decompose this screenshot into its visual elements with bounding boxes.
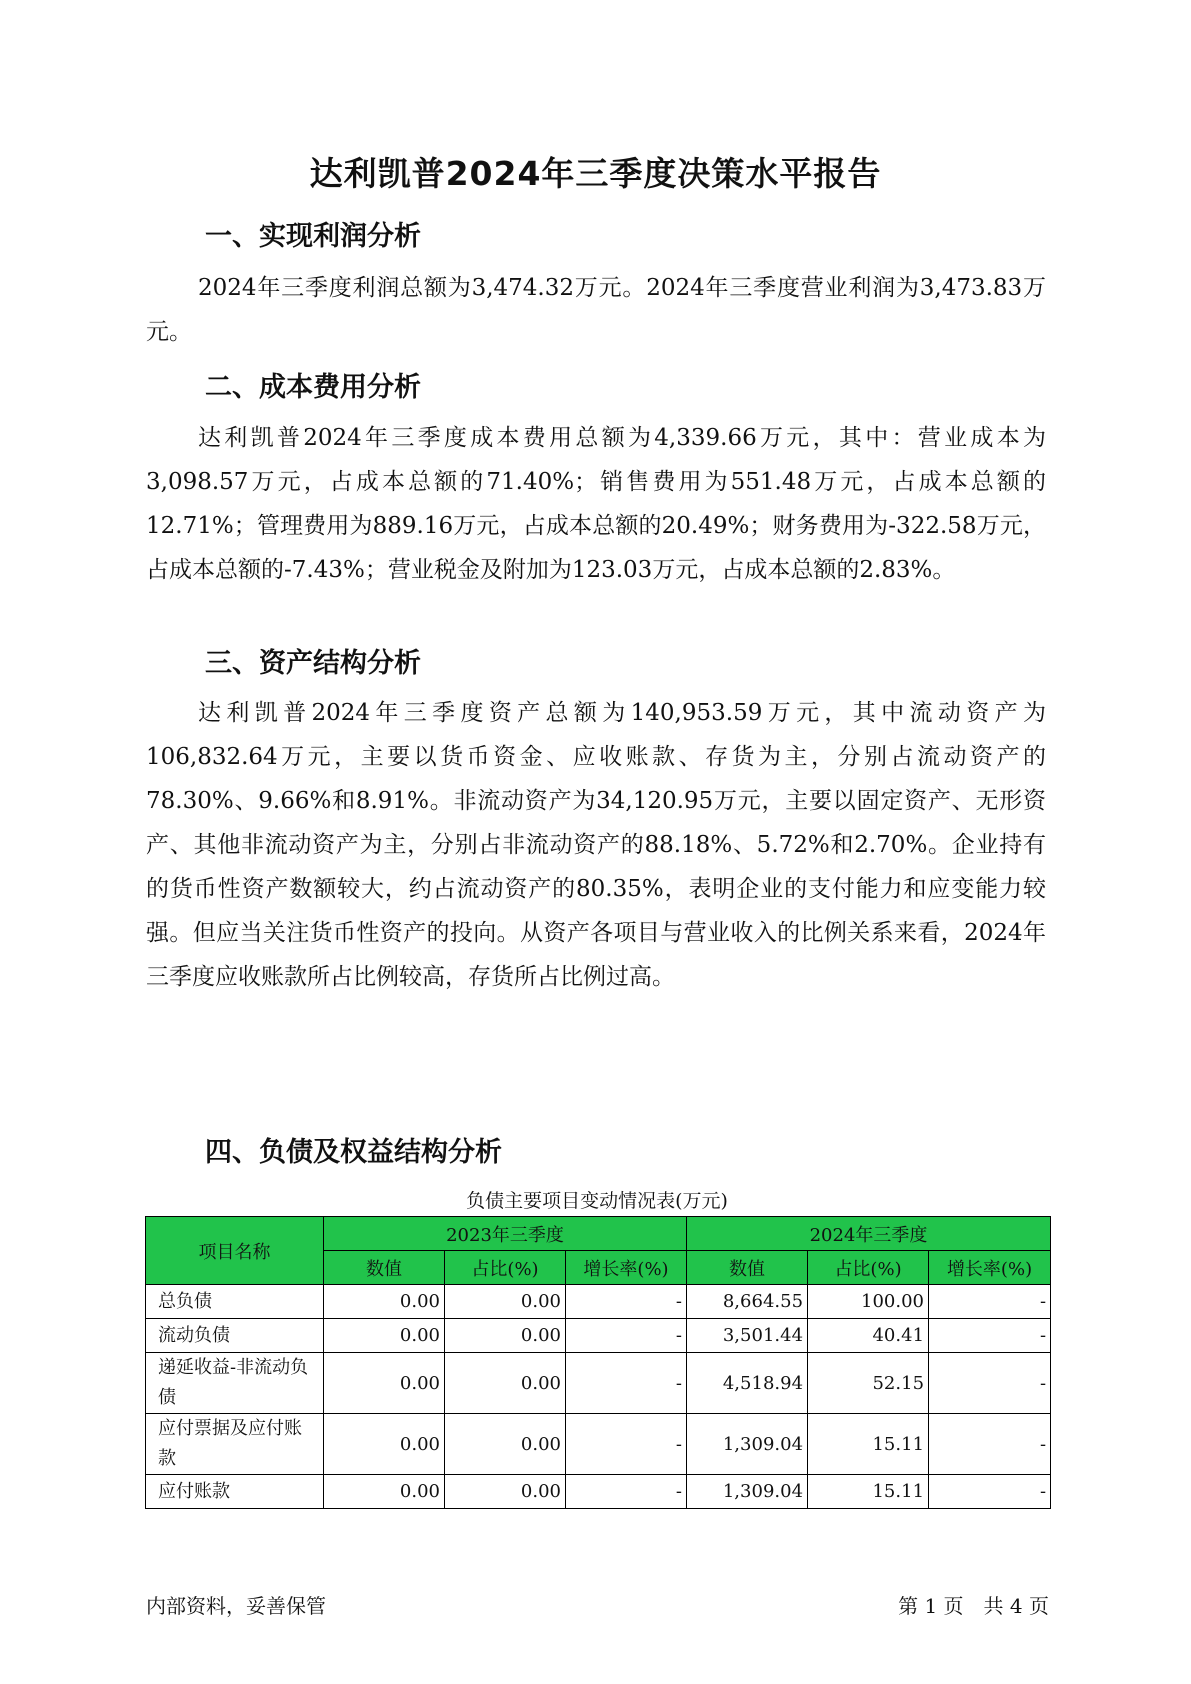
row-growth-2023: - <box>566 1285 687 1319</box>
row-ratio-2023: 0.00 <box>445 1353 566 1414</box>
row-growth-2023: - <box>566 1319 687 1353</box>
row-ratio-2024: 100.00 <box>808 1285 929 1319</box>
row-value-2024: 4,518.94 <box>687 1353 808 1414</box>
table-row <box>146 1475 1051 1509</box>
header-period-2023: 2023年三季度 <box>324 1217 687 1251</box>
section-text-profit: 2024年三季度利润总额为3,474.32万元。2024年三季度营业利润为3,473.83万元。 <box>146 275 1046 345</box>
row-value-2023: 0.00 <box>324 1414 445 1475</box>
row-name: 递延收益-非流动负债 <box>146 1353 324 1414</box>
row-ratio-2024: 15.11 <box>808 1475 929 1509</box>
table-row <box>146 1353 1051 1414</box>
row-growth-2024: - <box>929 1475 1051 1509</box>
header-growth-2024: 增长率(%) <box>929 1251 1051 1285</box>
section-heading-liabilities: 四、负债及权益结构分析 <box>205 1137 502 1168</box>
header-ratio-2023: 占比(%) <box>445 1251 566 1285</box>
row-growth-2024: - <box>929 1319 1051 1353</box>
row-ratio-2023: 0.00 <box>445 1475 566 1509</box>
row-ratio-2023: 0.00 <box>445 1285 566 1319</box>
row-value-2023: 0.00 <box>324 1319 445 1353</box>
header-value-2024: 数值 <box>687 1251 808 1285</box>
header-item-name: 项目名称 <box>146 1217 324 1285</box>
row-ratio-2024: 52.15 <box>808 1353 929 1414</box>
row-growth-2023: - <box>566 1353 687 1414</box>
row-value-2023: 0.00 <box>324 1475 445 1509</box>
section-text-cost: 达利凯普2024年三季度成本费用总额为4,339.66万元，其中：营业成本为3,098.57万元，占成本总额的71.40%；销售费用为551.48万元，占成本总额的12.71%；管理费用为889.16万元，占成本总额的20.49%；财务费用为-322.58万元，占成本总额的-7.43%；营业税金及附加为123.03万元，占成本总额的2.83%。 <box>146 425 1046 583</box>
liabilities-table <box>145 1216 1051 1509</box>
row-value-2024: 1,309.04 <box>687 1414 808 1475</box>
table-row <box>146 1414 1051 1475</box>
row-name: 应付票据及应付账款 <box>146 1414 324 1475</box>
header-value-2023: 数值 <box>324 1251 445 1285</box>
footer-page-number: 第 1 页 共 4 页 <box>898 1594 1049 1618</box>
header-period-2024: 2024年三季度 <box>687 1217 1051 1251</box>
table-row <box>146 1285 1051 1319</box>
header-growth-2023: 增长率(%) <box>566 1251 687 1285</box>
row-ratio-2024: 15.11 <box>808 1414 929 1475</box>
row-growth-2024: - <box>929 1414 1051 1475</box>
row-growth-2023: - <box>566 1414 687 1475</box>
footer-confidential-note: 内部资料，妥善保管 <box>146 1594 326 1618</box>
row-name: 应付账款 <box>146 1475 324 1509</box>
section-heading-cost: 二、成本费用分析 <box>205 372 421 403</box>
row-value-2024: 1,309.04 <box>687 1475 808 1509</box>
row-growth-2023: - <box>566 1475 687 1509</box>
section-heading-assets: 三、资产结构分析 <box>205 648 421 679</box>
row-value-2024: 3,501.44 <box>687 1319 808 1353</box>
row-growth-2024: - <box>929 1285 1051 1319</box>
row-ratio-2023: 0.00 <box>445 1319 566 1353</box>
report-title: 达利凯普2024年三季度决策水平报告 <box>309 154 882 193</box>
row-value-2023: 0.00 <box>324 1353 445 1414</box>
table-row <box>146 1319 1051 1353</box>
row-growth-2024: - <box>929 1353 1051 1414</box>
row-value-2023: 0.00 <box>324 1285 445 1319</box>
row-ratio-2024: 40.41 <box>808 1319 929 1353</box>
section-heading-profit: 一、实现利润分析 <box>205 221 421 252</box>
table-caption: 负债主要项目变动情况表(万元) <box>466 1190 728 1212</box>
row-value-2024: 8,664.55 <box>687 1285 808 1319</box>
row-name: 流动负债 <box>146 1319 324 1353</box>
section-text-assets: 达利凯普2024年三季度资产总额为140,953.59万元，其中流动资产为106,832.64万元，主要以货币资金、应收账款、存货为主，分别占流动资产的78.30%、9.66%和8.91%。非流动资产为34,120.95万元，主要以固定资产、无形资产、其他非流动资产为主，分别占非流动资产的88.18%、5.72%和2.70%。企业持有的货币性资产数额较大，约占流动资产的80.35%，表明企业的支付能力和应变能力较强。但应当关注货币性资产的投向。从资产各项目与营业收入的比例关系来看，2024年三季度应收账款所占比例较高，存货所占比例过高。 <box>146 700 1046 990</box>
row-name: 总负债 <box>146 1285 324 1319</box>
header-ratio-2024: 占比(%) <box>808 1251 929 1285</box>
row-ratio-2023: 0.00 <box>445 1414 566 1475</box>
